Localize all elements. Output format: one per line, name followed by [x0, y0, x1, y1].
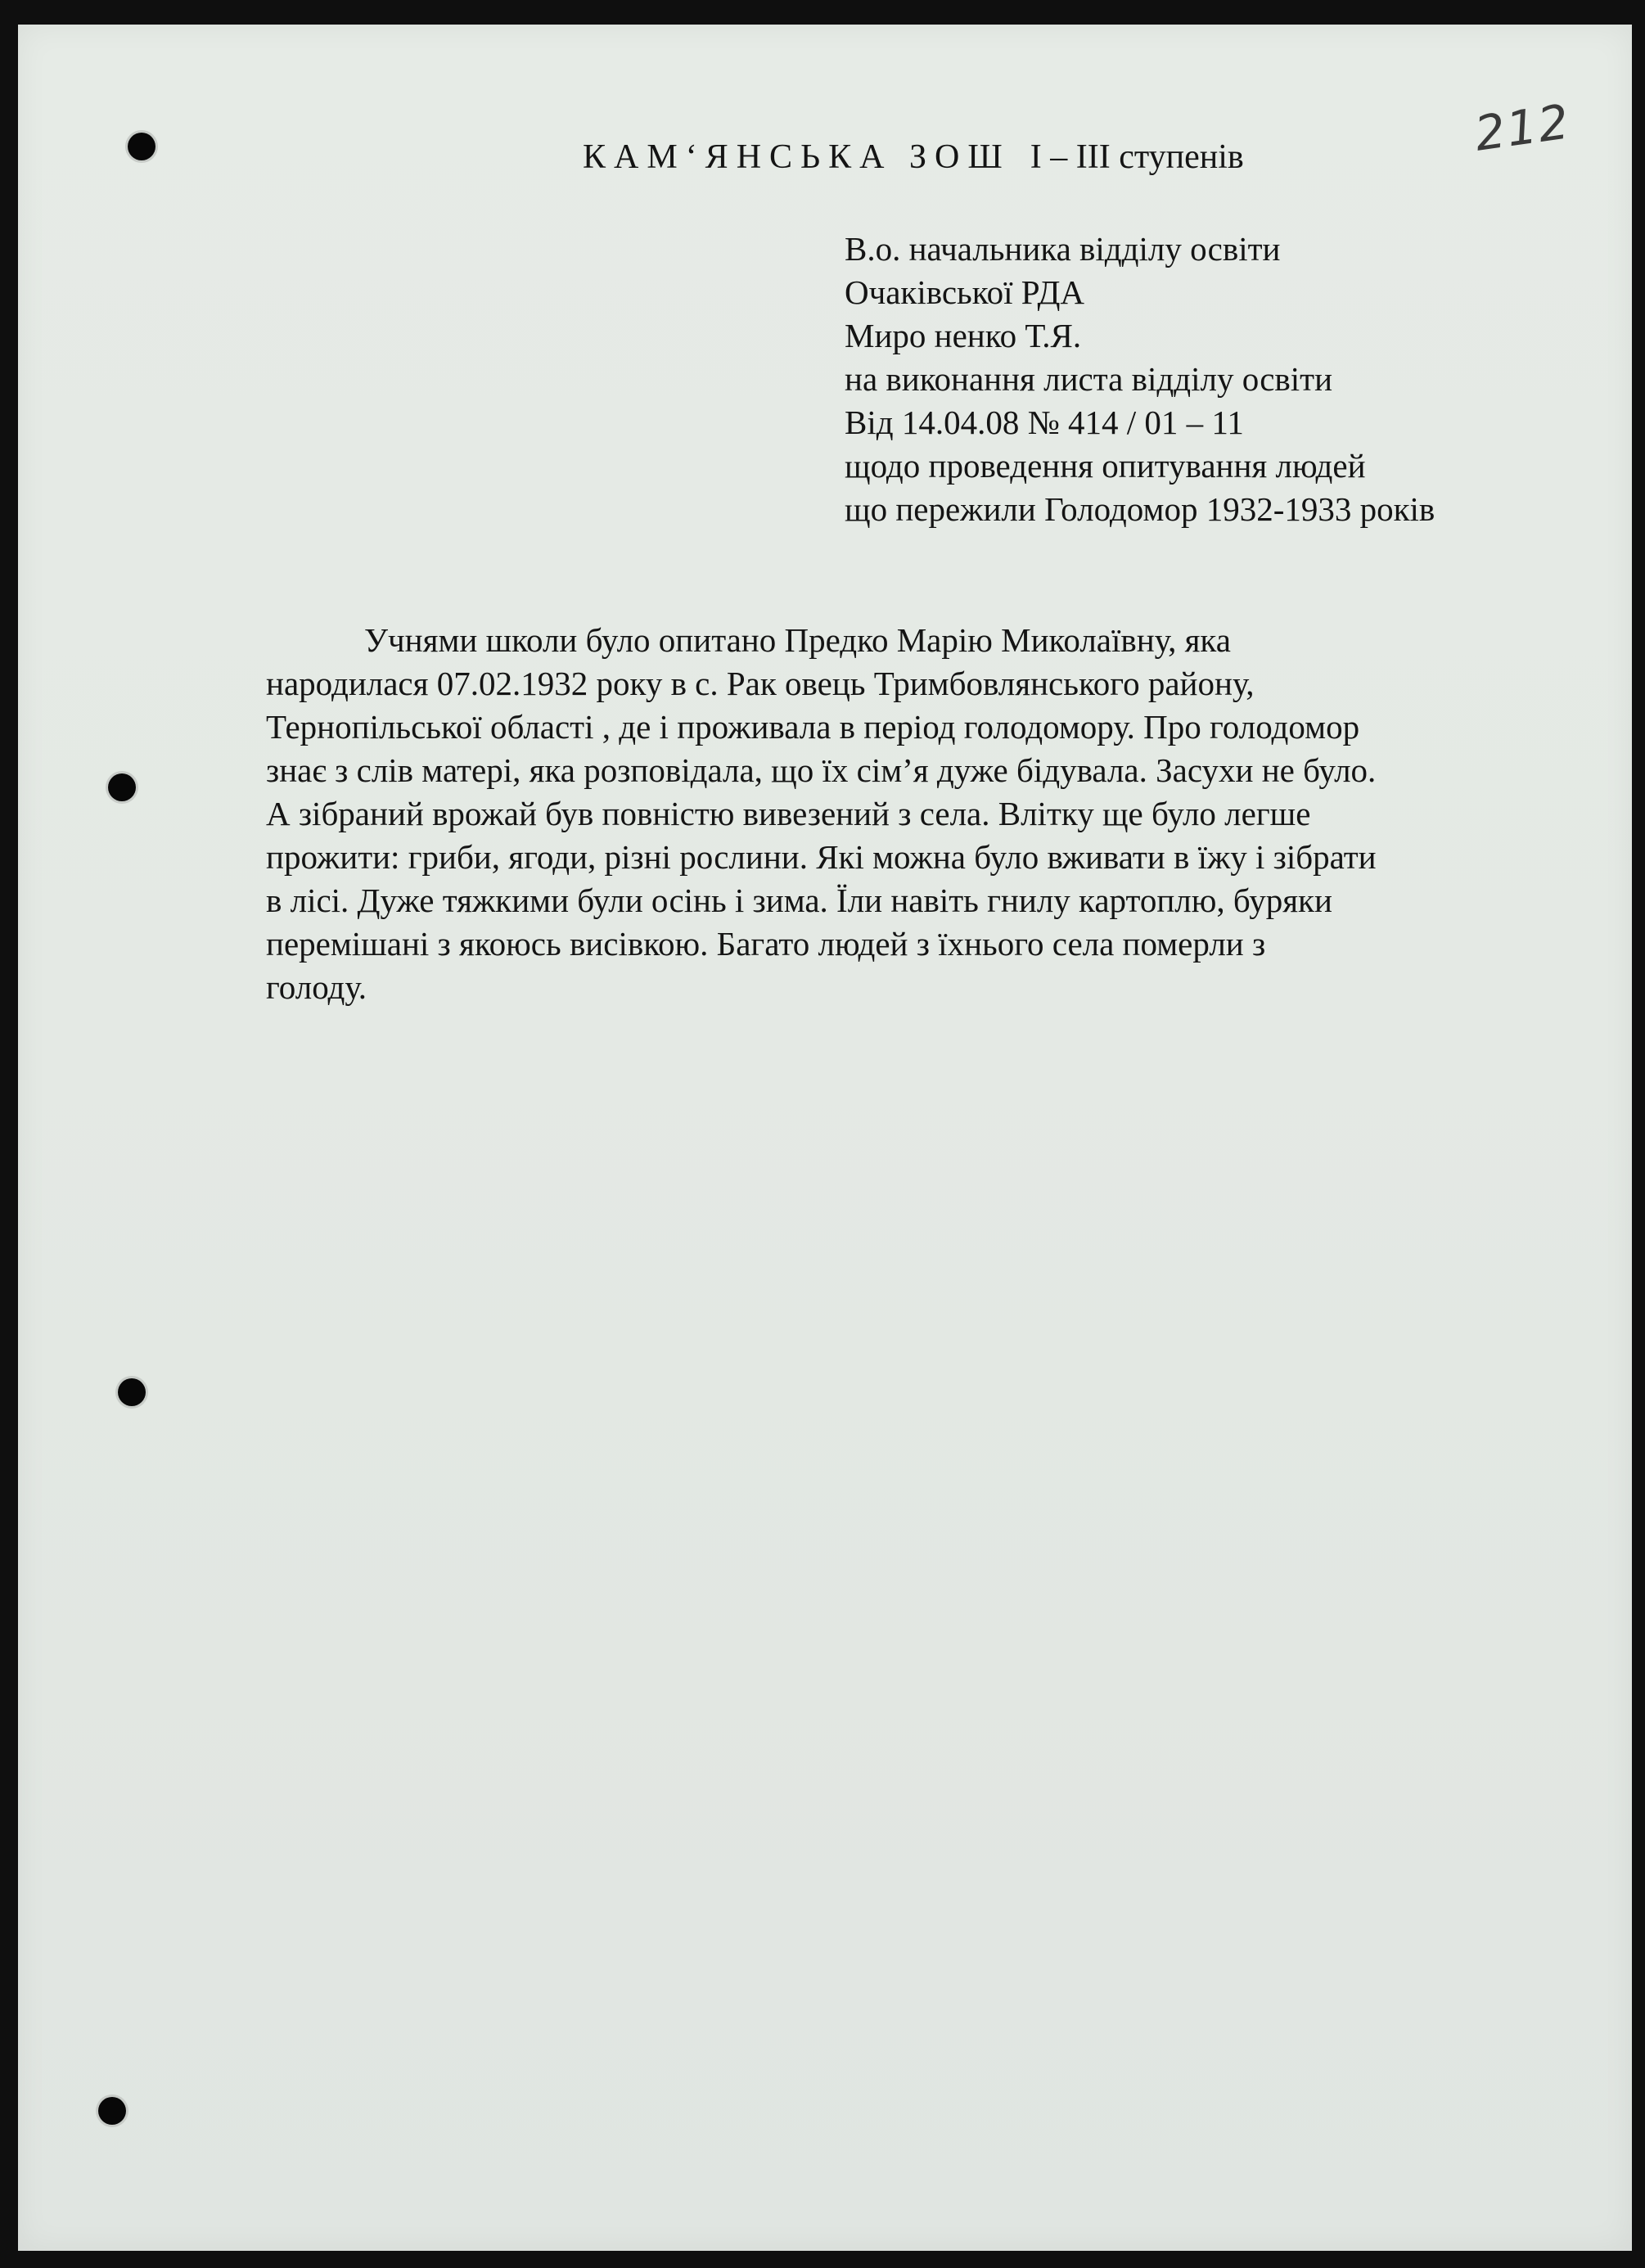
body-line: прожити: гриби, ягоди, різні рослини. Які можна було вживати в їжу і зібрати [266, 838, 1377, 876]
document-page [18, 25, 1632, 2251]
addressee-line: Миро ненко Т.Я. [845, 317, 1082, 354]
body-line: в лісі. Дуже тяжкими були осінь і зима. Їли навіть гнилу картоплю, буряки [266, 881, 1332, 919]
addressee-line: щодо проведення опитування людей [845, 447, 1366, 485]
body-line: голоду. [266, 968, 367, 1006]
punch-hole [108, 773, 136, 801]
school-name: КАМ‘ЯНСЬКА ЗОШ [583, 138, 1011, 176]
punch-hole [128, 133, 155, 160]
body-line: перемішані з якоюсь висівкою. Багато людей з їхнього села померли з [266, 925, 1266, 963]
punch-hole [98, 2097, 126, 2125]
body-line: знає з слів матері, яка розповідала, що їх сім’я дуже бідувала. Засухи не було. [266, 751, 1377, 789]
addressee-line: що пережили Голодомор 1932-1933 років [845, 490, 1435, 528]
punch-hole [118, 1378, 146, 1406]
body-line: А зібраний врожай був повністю вивезений з села. Влітку ще було легше [266, 795, 1311, 832]
school-grade: I – III ступенів [1030, 138, 1244, 176]
addressee-block [845, 228, 1435, 531]
handwritten-folio-number: 212 [1471, 93, 1574, 162]
addressee-line: Очаківської РДА [845, 273, 1085, 311]
body-paragraph [266, 619, 1543, 1009]
addressee-line: В.о. начальника відділу освіти [845, 230, 1281, 268]
addressee-line: на виконання листа відділу освіти [845, 360, 1333, 398]
body-line: Учнями школи було опитано Предко Марію Миколаївну, яка [364, 621, 1231, 659]
addressee-line: Від 14.04.08 № 414 / 01 – 11 [845, 404, 1244, 441]
body-line: Тернопільської області , де і проживала в період голодомору. Про голодомор [266, 708, 1360, 746]
body-line: народилася 07.02.1932 року в с. Рак овець Тримбовлянського району, [266, 665, 1255, 702]
document-header [583, 138, 1244, 177]
